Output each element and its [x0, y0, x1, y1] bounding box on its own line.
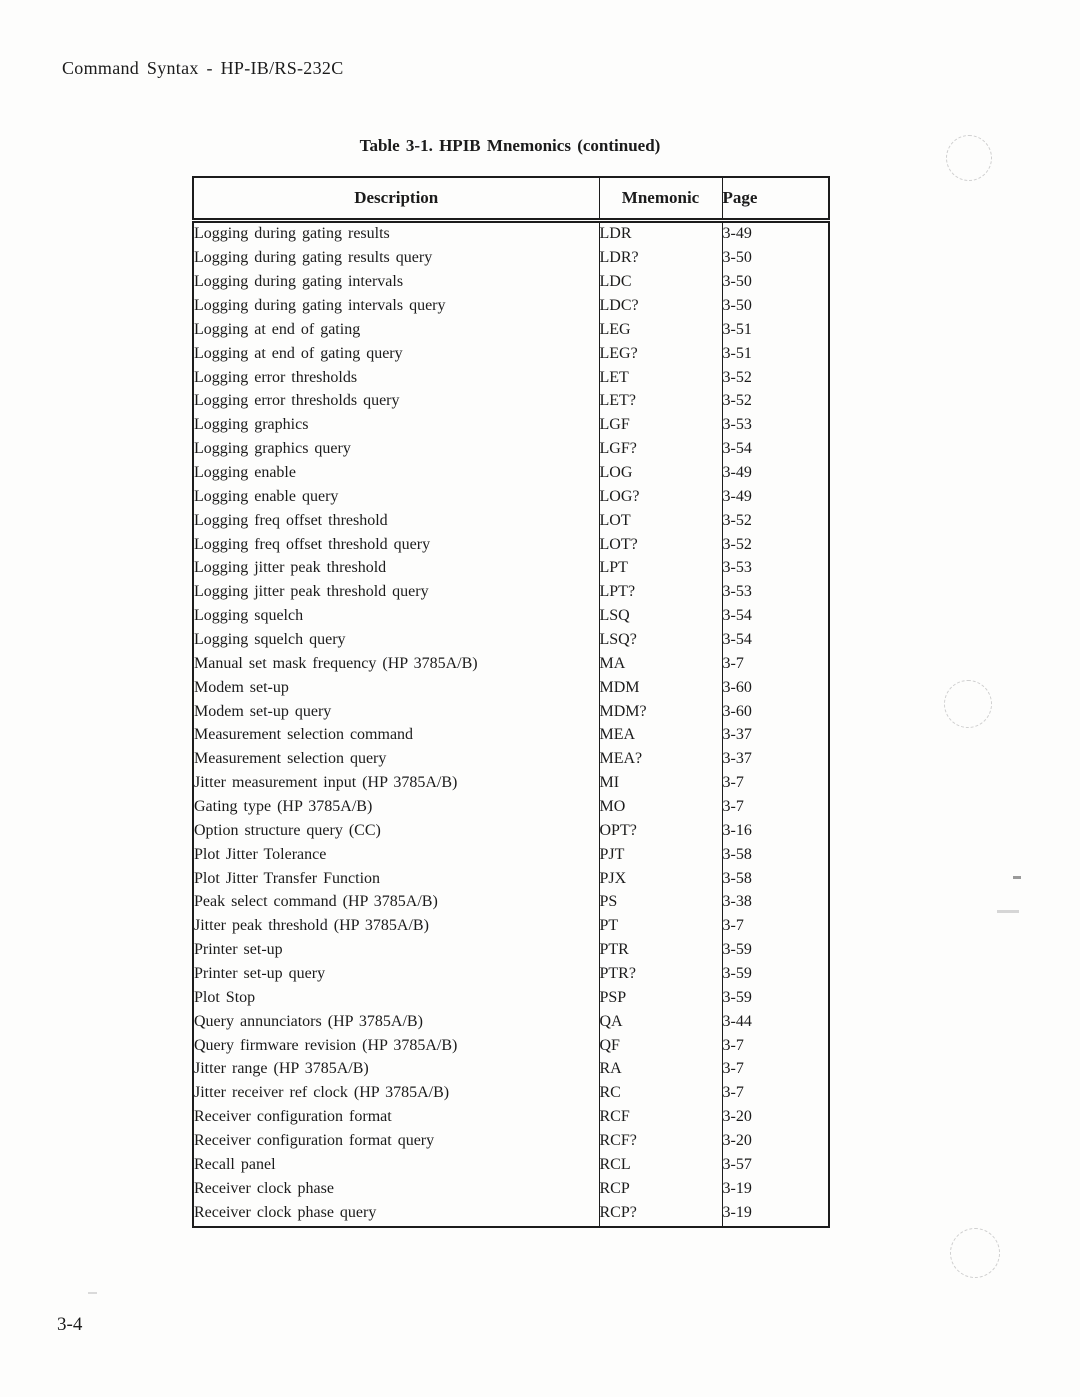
cell-mnemonic: PTR: [599, 939, 722, 963]
cell-description: Logging at end of gating: [194, 320, 361, 338]
cell-mnemonic: MDM?: [599, 701, 722, 725]
cell-page: 3-53: [722, 557, 829, 581]
table-row: [193, 748, 829, 772]
cell-mnemonic: LPT?: [599, 581, 722, 605]
cell-description: Receiver configuration format query: [194, 1132, 435, 1149]
cell-mnemonic: RCP: [599, 1178, 722, 1202]
table-row: [193, 629, 829, 653]
cell-description: Plot Stop: [194, 988, 256, 1006]
cell-description: Plot Jitter Tolerance: [194, 845, 327, 863]
scan-artifact-ring: [950, 1228, 1000, 1278]
column-header-mnemonic: Mnemonic: [599, 177, 722, 221]
cell-description: Logging during gating intervals: [194, 273, 404, 291]
cell-mnemonic: RA: [599, 1058, 722, 1082]
cell-mnemonic: LGF?: [599, 438, 722, 462]
cell-page: 3-59: [722, 987, 829, 1011]
cell-mnemonic: LOG?: [599, 486, 722, 510]
cell-page: 3-54: [722, 629, 829, 653]
table-row: [193, 677, 829, 701]
cell-description: Logging error thresholds: [194, 368, 358, 386]
mnemonics-table: [192, 176, 830, 1228]
cell-mnemonic: QA: [599, 1011, 722, 1035]
cell-mnemonic: LEG?: [599, 343, 722, 367]
cell-description: Logging at end of gating query: [194, 344, 403, 362]
scan-artifact-speck: [88, 1292, 97, 1294]
table-row: [193, 581, 829, 605]
cell-mnemonic: LSQ?: [599, 629, 722, 653]
cell-mnemonic: OPT?: [599, 820, 722, 844]
cell-description: Logging graphics: [194, 416, 309, 434]
cell-page: 3-54: [722, 438, 829, 462]
cell-mnemonic: MDM: [599, 677, 722, 701]
table-row: [193, 939, 829, 963]
cell-mnemonic: MEA: [599, 724, 722, 748]
cell-description: Jitter measurement input (HP 3785A/B): [194, 774, 458, 792]
table-row: [193, 1011, 829, 1035]
scan-artifact-ring: [946, 135, 992, 181]
cell-mnemonic: MEA?: [599, 748, 722, 772]
table-row: [193, 963, 829, 987]
table-footer-spacer: [193, 1226, 829, 1227]
cell-page: 3-59: [722, 963, 829, 987]
cell-page: 3-19: [722, 1202, 829, 1226]
cell-mnemonic: LET: [599, 367, 722, 391]
table-row: [193, 247, 829, 271]
cell-mnemonic: LSQ: [599, 605, 722, 629]
cell-mnemonic: LDC: [599, 271, 722, 295]
table-row: [193, 221, 829, 248]
cell-description: Logging during gating results: [194, 225, 390, 242]
table-row: [193, 1058, 829, 1082]
cell-page: 3-52: [722, 367, 829, 391]
table-row: [193, 1082, 829, 1106]
table-row: [193, 796, 829, 820]
cell-description: Receiver clock phase query: [194, 1203, 377, 1221]
cell-description: [193, 1226, 599, 1227]
cell-mnemonic: RCL: [599, 1154, 722, 1178]
cell-page: 3-52: [722, 510, 829, 534]
table-row: [193, 701, 829, 725]
cell-description: Option structure query (CC): [194, 821, 381, 839]
cell-mnemonic: PJX: [599, 868, 722, 892]
cell-description: Logging jitter peak threshold: [194, 559, 387, 577]
cell-description: Measurement selection command: [194, 726, 414, 744]
cell-page: 3-7: [722, 915, 829, 939]
cell-description: Logging during gating results query: [194, 249, 433, 267]
table-row: [193, 820, 829, 844]
header-row: [193, 177, 829, 221]
cell-page: 3-7: [722, 1035, 829, 1059]
cell-page: 3-60: [722, 677, 829, 701]
table-body: [193, 221, 829, 1227]
cell-description: Modem set-up query: [194, 702, 332, 720]
cell-description: Printer set-up query: [194, 964, 326, 982]
cell-description: Query firmware revision (HP 3785A/B): [194, 1036, 458, 1054]
cell-description: Logging enable: [194, 463, 296, 481]
table-row: [193, 462, 829, 486]
cell-mnemonic: LEG: [599, 319, 722, 343]
cell-mnemonic: LGF: [599, 414, 722, 438]
cell-mnemonic: QF: [599, 1035, 722, 1059]
cell-page: 3-52: [722, 534, 829, 558]
scan-artifact-speck: [1013, 876, 1021, 879]
cell-page: 3-50: [722, 247, 829, 271]
scan-artifact-speck: [997, 910, 1019, 913]
cell-page: 3-53: [722, 581, 829, 605]
cell-description: Logging jitter peak threshold query: [194, 583, 429, 601]
table-row: [193, 438, 829, 462]
cell-page: 3-7: [722, 1058, 829, 1082]
table-row: [193, 915, 829, 939]
cell-page: 3-53: [722, 414, 829, 438]
cell-page: 3-54: [722, 605, 829, 629]
cell-description: Plot Jitter Transfer Function: [194, 869, 381, 887]
cell-description: Logging squelch: [194, 607, 304, 625]
cell-page: [722, 1226, 829, 1227]
cell-description: Receiver configuration format: [194, 1108, 392, 1126]
table-row: [193, 605, 829, 629]
cell-mnemonic: MI: [599, 772, 722, 796]
cell-mnemonic: MO: [599, 796, 722, 820]
table-row: [193, 868, 829, 892]
cell-page: 3-7: [722, 796, 829, 820]
cell-page: 3-49: [722, 486, 829, 510]
page-number: 3-4: [57, 1314, 83, 1335]
table-row: [193, 486, 829, 510]
cell-mnemonic: PS: [599, 891, 722, 915]
cell-page: 3-59: [722, 939, 829, 963]
running-header: Command Syntax - HP-IB/RS-232C: [62, 58, 344, 78]
cell-page: 3-58: [722, 868, 829, 892]
scan-artifact-ring: [944, 680, 992, 728]
cell-page: 3-20: [722, 1106, 829, 1130]
table-row: [193, 319, 829, 343]
cell-description: Logging freq offset threshold: [194, 511, 388, 529]
cell-mnemonic: LOG: [599, 462, 722, 486]
cell-mnemonic: LOT: [599, 510, 722, 534]
cell-description: Measurement selection query: [194, 750, 387, 768]
cell-page: 3-20: [722, 1130, 829, 1154]
cell-page: 3-60: [722, 701, 829, 725]
cell-description: Logging freq offset threshold query: [194, 535, 431, 553]
cell-description: Logging error thresholds query: [194, 392, 400, 410]
cell-mnemonic: PSP: [599, 987, 722, 1011]
cell-page: 3-7: [722, 1082, 829, 1106]
cell-page: 3-50: [722, 295, 829, 319]
cell-mnemonic: LDR?: [599, 247, 722, 271]
table-row: [193, 557, 829, 581]
column-header-description: Description: [193, 177, 599, 221]
cell-mnemonic: MA: [599, 653, 722, 677]
cell-page: 3-44: [722, 1011, 829, 1035]
cell-mnemonic: LET?: [599, 390, 722, 414]
cell-description: Logging enable query: [194, 487, 339, 505]
table-row: [193, 343, 829, 367]
cell-description: Logging graphics query: [194, 440, 351, 458]
table-row: [193, 1178, 829, 1202]
table-row: [193, 653, 829, 677]
table-row: [193, 414, 829, 438]
cell-description: Jitter peak threshold (HP 3785A/B): [194, 917, 429, 935]
table-row: [193, 1035, 829, 1059]
cell-page: 3-7: [722, 772, 829, 796]
cell-description: Manual set mask frequency (HP 3785A/B): [194, 654, 478, 672]
table-row: [193, 891, 829, 915]
table-row: [193, 1154, 829, 1178]
cell-mnemonic: LDC?: [599, 295, 722, 319]
cell-description: Logging squelch query: [194, 630, 346, 648]
cell-mnemonic: RCP?: [599, 1202, 722, 1226]
table-row: [193, 390, 829, 414]
table-row: [193, 1130, 829, 1154]
cell-page: 3-51: [722, 343, 829, 367]
table-row: [193, 1202, 829, 1226]
cell-description: Gating type (HP 3785A/B): [194, 797, 373, 815]
cell-description: Jitter receiver ref clock (HP 3785A/B): [194, 1084, 450, 1102]
column-header-page: Page: [722, 177, 829, 221]
cell-page: 3-51: [722, 319, 829, 343]
cell-description: Logging during gating intervals query: [194, 296, 446, 314]
table-row: [193, 772, 829, 796]
table-row: [193, 510, 829, 534]
cell-page: 3-57: [722, 1154, 829, 1178]
cell-page: 3-19: [722, 1178, 829, 1202]
cell-description: Printer set-up: [194, 941, 283, 959]
table-row: [193, 295, 829, 319]
cell-mnemonic: [599, 1226, 722, 1227]
empty-filler-row: [193, 1226, 829, 1227]
table-row: [193, 1106, 829, 1130]
cell-mnemonic: PT: [599, 915, 722, 939]
cell-mnemonic: PJT: [599, 844, 722, 868]
cell-mnemonic: LOT?: [599, 534, 722, 558]
table-header: [193, 177, 829, 221]
cell-page: 3-50: [722, 271, 829, 295]
cell-page: 3-38: [722, 891, 829, 915]
cell-mnemonic: RC: [599, 1082, 722, 1106]
table-title: Table 3-1. HPIB Mnemonics (continued): [359, 136, 661, 155]
table-row: [193, 367, 829, 391]
cell-page: 3-49: [722, 462, 829, 486]
cell-description: Jitter range (HP 3785A/B): [194, 1060, 369, 1078]
cell-page: 3-37: [722, 724, 829, 748]
cell-description: Modem set-up: [194, 678, 289, 696]
table-row: [193, 844, 829, 868]
cell-page: 3-58: [722, 844, 829, 868]
table-row: [193, 987, 829, 1011]
cell-page: 3-7: [722, 653, 829, 677]
cell-mnemonic: LDR: [599, 221, 722, 248]
cell-mnemonic: RCF?: [599, 1130, 722, 1154]
cell-page: 3-52: [722, 390, 829, 414]
cell-mnemonic: LPT: [599, 557, 722, 581]
cell-description: Query annunciators (HP 3785A/B): [194, 1012, 423, 1030]
cell-description: Recall panel: [194, 1155, 276, 1173]
cell-page: 3-16: [722, 820, 829, 844]
table-row: [193, 534, 829, 558]
cell-page: 3-49: [722, 221, 829, 248]
table-row: [193, 271, 829, 295]
cell-description: Peak select command (HP 3785A/B): [194, 893, 438, 911]
table-row: [193, 724, 829, 748]
cell-mnemonic: RCF: [599, 1106, 722, 1130]
cell-page: 3-37: [722, 748, 829, 772]
cell-mnemonic: PTR?: [599, 963, 722, 987]
cell-description: Receiver clock phase: [194, 1179, 334, 1197]
